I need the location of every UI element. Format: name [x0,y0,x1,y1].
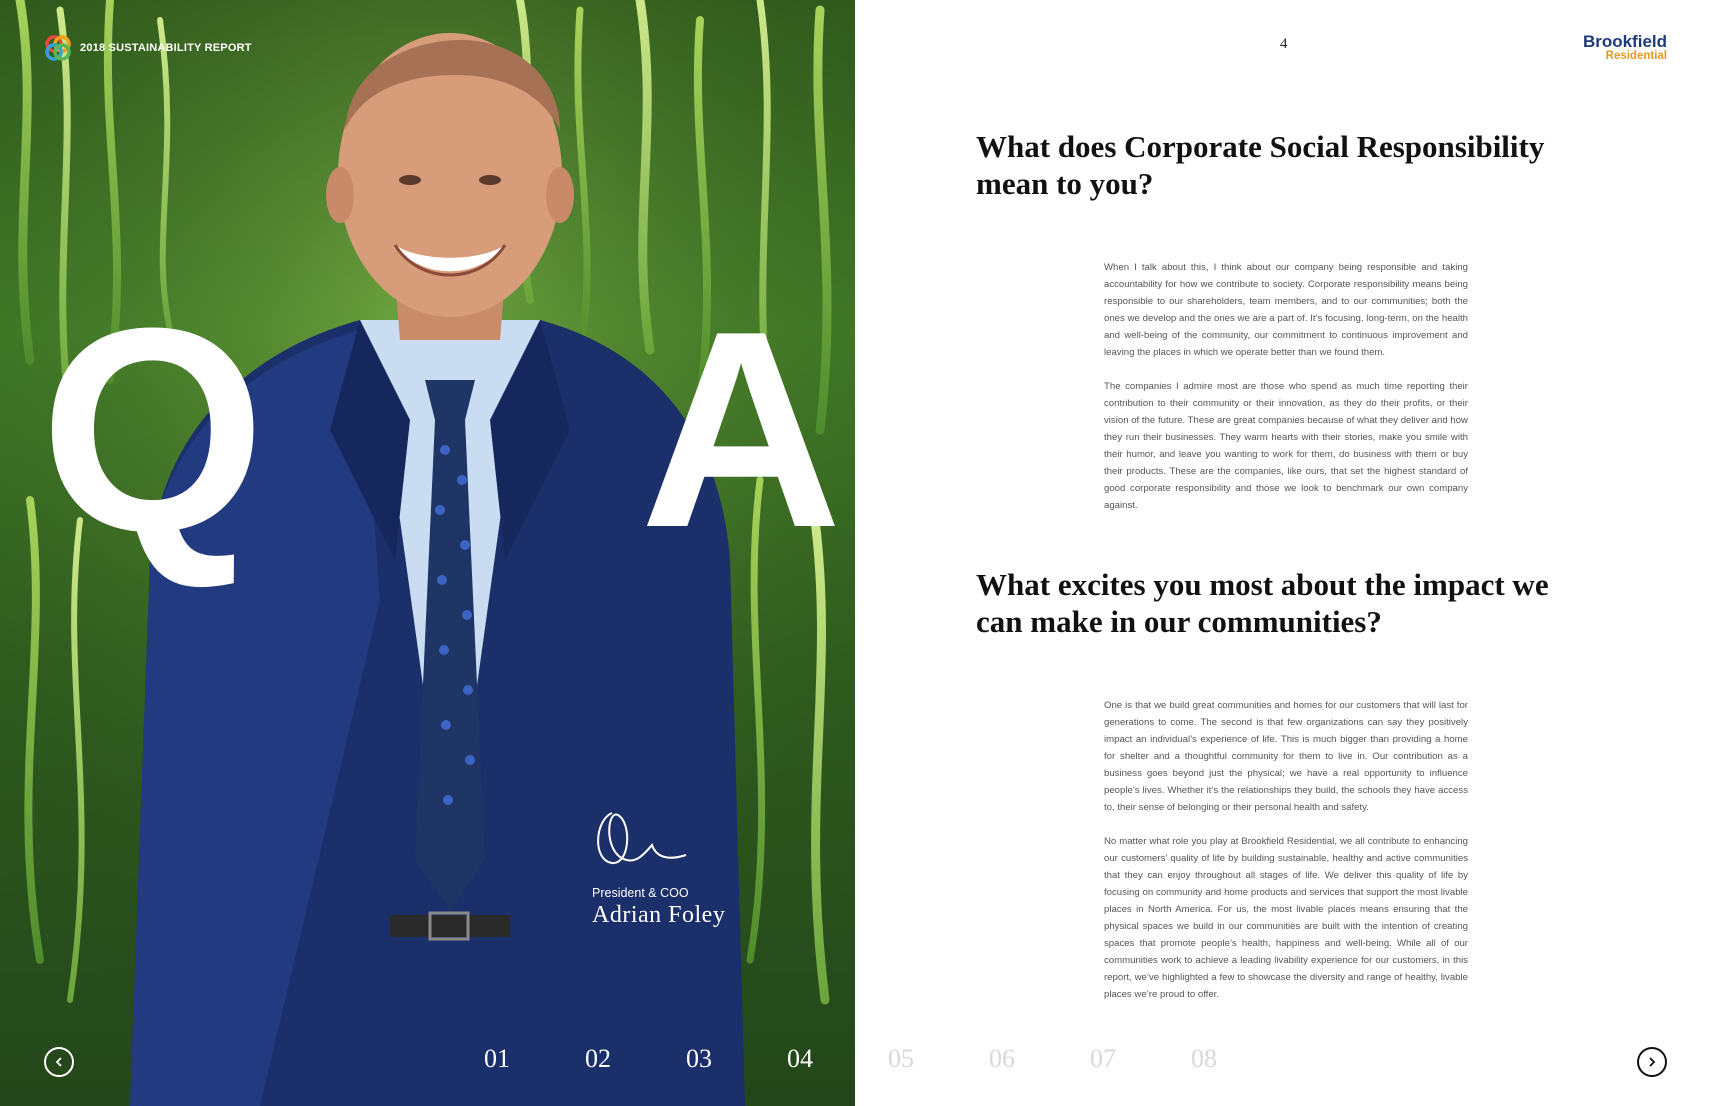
answer-paragraph: One is that we build great communities and homes for our customers that will last for generations to come. The second is that few organizations can say they positively impact an individual’s experience of life. This is much bigger than providing a home for shelter and a thoughtful community for them to live in. Our contribution as a business goes beyond just the physical; we have a real opportunity to influence people’s lives. Whether it’s the relationships they build, the schools they have access to, their sense of belonging or their personal health and safety. [1104,700,1468,813]
page-link-02[interactable]: 02 [585,1044,611,1073]
report-header [44,34,252,62]
chevron-right-icon [1646,1056,1658,1068]
page-link-04[interactable]: 04 [787,1044,813,1073]
letter-q: Q [40,268,266,592]
previous-page-button[interactable] [44,1047,74,1077]
next-page-button[interactable] [1637,1047,1667,1077]
signature-graphic [590,805,690,875]
page-link-07[interactable]: 07 [1090,1044,1116,1073]
page-link-03[interactable]: 03 [686,1044,712,1073]
report-title: 2018 SUSTAINABILITY REPORT [80,42,252,54]
brand-name: Brookfield [1582,32,1667,51]
page-number: 4 [1280,36,1288,52]
page-link-08[interactable]: 08 [1191,1044,1217,1073]
page-link-01[interactable]: 01 [484,1044,510,1073]
question-heading: What excites you most about the impact we can make in our communities? [976,567,1549,639]
multicolor-loop-logo-icon [44,34,72,62]
person-name: Adrian Foley [592,902,726,928]
answer-block [1104,697,1468,1003]
person-role: President & COO [592,886,689,900]
question-heading: What does Corporate Social Responsibility mean to you? [976,129,1545,201]
page-link-05[interactable]: 05 [888,1044,914,1073]
page-link-06[interactable]: 06 [989,1044,1015,1073]
answer-paragraph: The companies I admire most are those who spend as much time reporting their contribution to their community or their innovation, as they do their profits, or their vision of the future. These are great companies because of what they deliver and how they run their businesses. They warm hearts with their stories, make you smile with their humor, and leave you wanting to work for them, do business with them or buy their products. These are the companies, like ours, that set the highest standard of good corporate responsibility and those we look to benchmark our own company against. [1104,381,1468,511]
brand-subtitle: Residential [1605,50,1667,62]
answer-paragraph: When I talk about this, I think about our company being responsible and taking accountability for how we contribute to society. Corporate responsibility means being responsible to our shareholders, team members, and to our communities; both the ones we develop and the ones we are a part of. It’s focusing, long-term, on the health and well-being of the community, our commitment to continuous improvement and leaving the places in which we operate better than we found them. [1104,262,1468,358]
brand-logo[interactable] [1573,33,1667,62]
letter-a: A [640,274,843,586]
chevron-left-icon [53,1056,65,1068]
answer-block [1104,259,1468,514]
answer-paragraph: No matter what role you play at Brookfield Residential, we all contribute to enhancing our customers’ quality of life by building sustainable, healthy and active communities that they can enjoy throughout all stages of life. We deliver this quality of life by focusing on community and home products and services that support the most livable places in North America. For us, the most livable places means ensuring that the physical spaces we build in our communities are built with the intention of creating spaces that promote people’s health, happiness and well-being. While all of our communities work to achieve a leading livability experience for our customers, in this report, we’ve highlighted a few to showcase the diversity and range of healthy, livable places we’re proud to offer. [1104,836,1468,1000]
